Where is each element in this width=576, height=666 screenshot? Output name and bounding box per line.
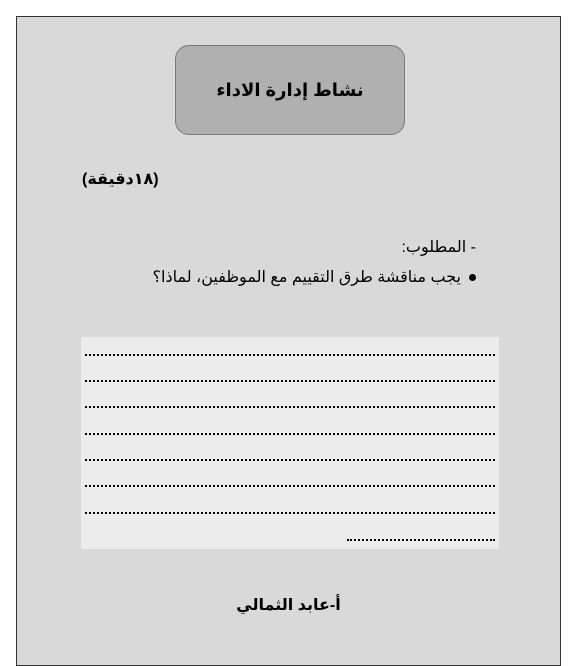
answer-line[interactable] — [85, 406, 495, 408]
bullet-icon — [469, 274, 476, 281]
activity-title: نشاط إدارة الاداء — [216, 79, 364, 100]
answer-line[interactable] — [85, 459, 495, 461]
answer-line[interactable] — [85, 354, 495, 356]
author-name: أ-عابد الثمالي — [236, 597, 341, 614]
answer-line[interactable] — [85, 380, 495, 382]
answer-line[interactable] — [85, 512, 495, 514]
document-page — [16, 16, 561, 666]
duration-label: (١٨دقيقة) — [82, 171, 159, 188]
answer-line[interactable] — [347, 539, 495, 541]
title-box — [175, 45, 405, 135]
answer-line[interactable] — [85, 485, 495, 487]
answer-line[interactable] — [85, 433, 495, 435]
required-label: - المطلوب: — [401, 239, 476, 256]
bullet-item — [153, 267, 476, 287]
answer-area[interactable] — [81, 337, 499, 549]
bullet-text: يجب مناقشة طرق التقييم مع الموظفين، لماذا؟ — [152, 269, 461, 286]
